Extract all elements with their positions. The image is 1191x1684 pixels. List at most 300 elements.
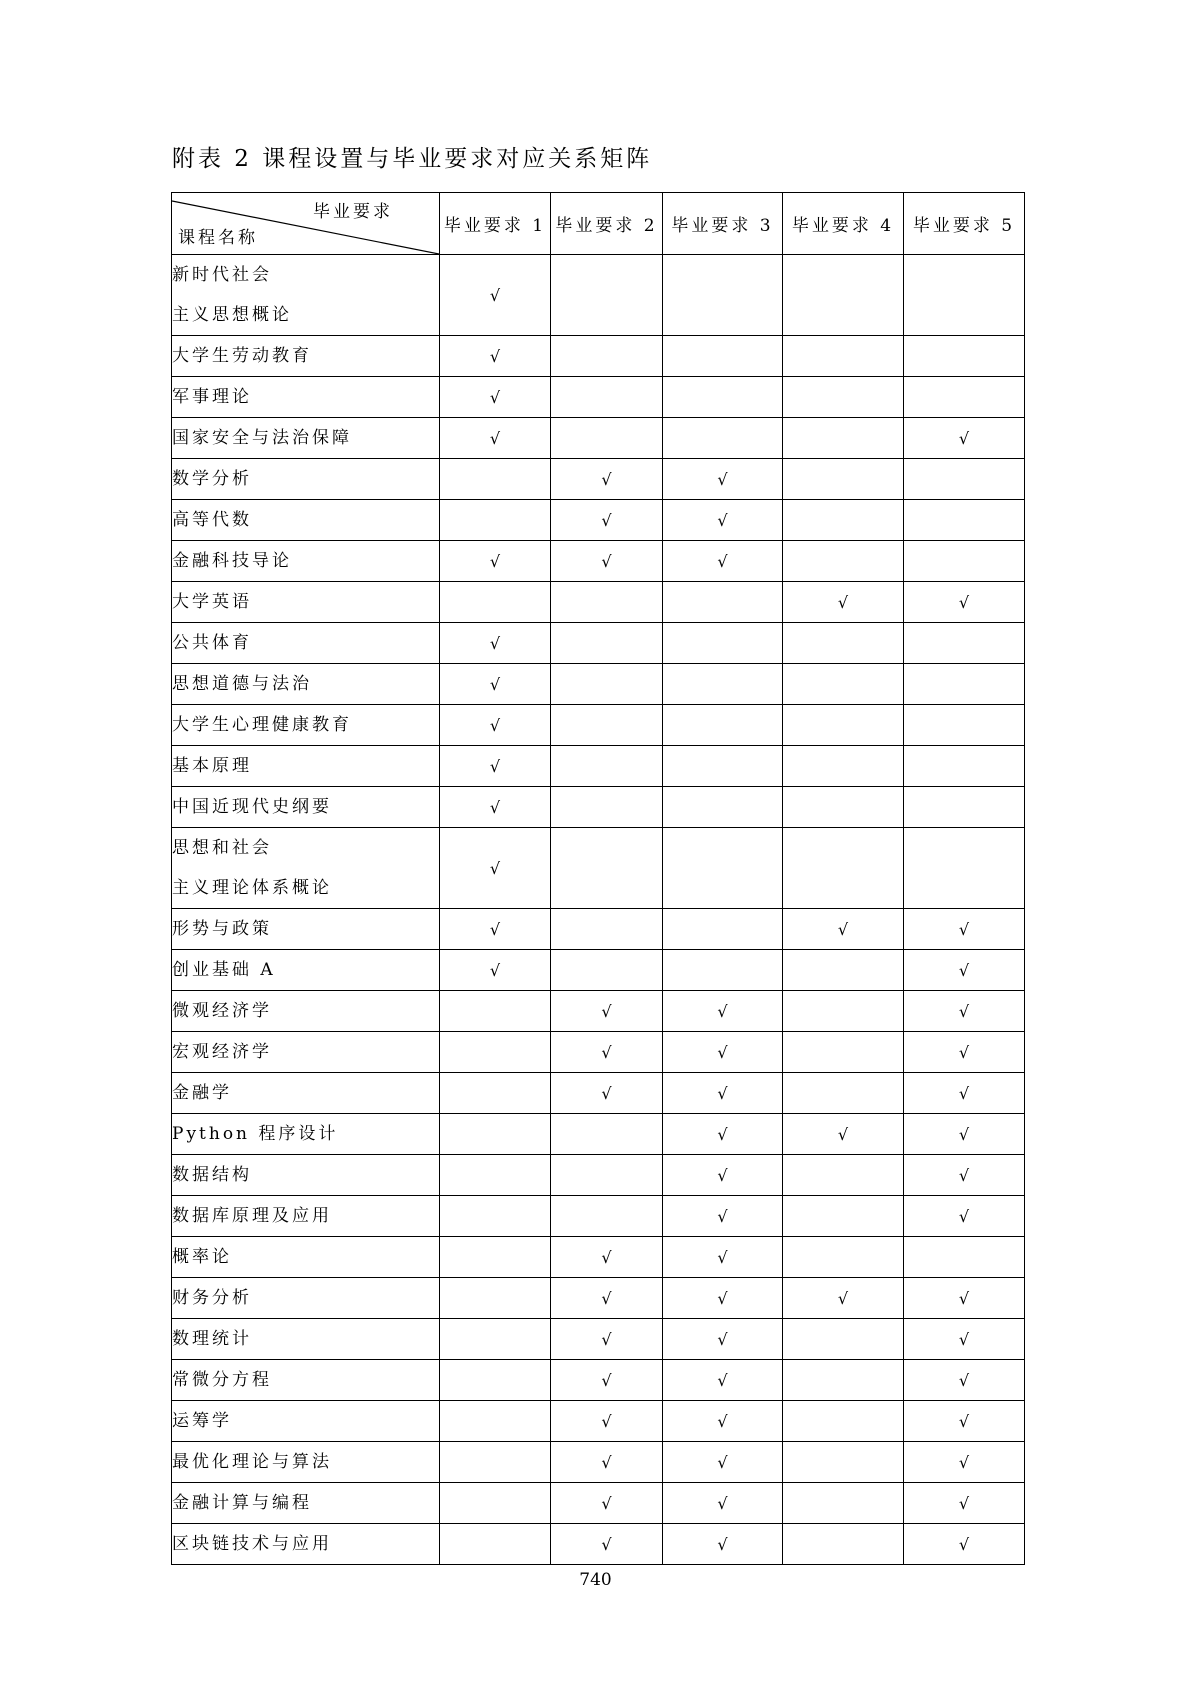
mark-cell-req-3	[663, 1483, 783, 1524]
mark-cell-req-2	[551, 828, 663, 909]
mark-cell-req-1	[440, 1524, 551, 1565]
course-name-cell	[172, 1360, 440, 1401]
check-mark-icon: √	[717, 1452, 728, 1472]
mark-cell-req-3	[663, 991, 783, 1032]
check-mark-icon: √	[717, 1165, 728, 1185]
mark-cell-req-1	[440, 1237, 551, 1278]
mark-cell-req-4	[783, 377, 904, 418]
course-name: 常微分方程	[172, 1370, 272, 1390]
mark-cell-req-4	[783, 459, 904, 500]
check-mark-icon: √	[958, 1370, 970, 1390]
course-name: 中国近现代史纲要	[172, 797, 332, 817]
course-name: 军事理论	[172, 387, 252, 407]
table-row	[172, 582, 1025, 623]
mark-cell-req-1	[440, 1483, 551, 1524]
mark-cell-req-2	[551, 1114, 663, 1155]
mark-cell-req-1	[440, 541, 551, 582]
mark-cell-req-3	[663, 746, 783, 787]
check-mark-icon: √	[717, 1534, 728, 1554]
check-mark-icon: √	[489, 919, 501, 939]
course-name: 高等代数	[172, 510, 252, 530]
check-mark-icon: √	[837, 1124, 849, 1144]
course-name: 数理统计	[172, 1329, 252, 1349]
mark-cell-req-1	[440, 664, 551, 705]
check-mark-icon: √	[717, 510, 728, 530]
mark-cell-req-1	[440, 255, 551, 336]
mark-cell-req-3	[663, 1155, 783, 1196]
mark-cell-req-4	[783, 1278, 904, 1319]
mark-cell-req-4	[783, 541, 904, 582]
mark-cell-req-1	[440, 705, 551, 746]
course-name: 概率论	[172, 1247, 232, 1267]
course-name: 基本原理	[172, 756, 252, 776]
mark-cell-req-1	[440, 459, 551, 500]
course-name: 微观经济学	[172, 1001, 272, 1021]
mark-cell-req-4	[783, 1401, 904, 1442]
course-name-cell	[172, 909, 440, 950]
mark-cell-req-2	[551, 1073, 663, 1114]
course-name-cell	[172, 705, 440, 746]
check-mark-icon: √	[601, 1042, 612, 1062]
check-mark-icon: √	[601, 469, 612, 489]
check-mark-icon: √	[601, 1411, 612, 1431]
course-name-cell	[172, 623, 440, 664]
mark-cell-req-4	[783, 787, 904, 828]
mark-cell-req-4	[783, 1483, 904, 1524]
course-name: 金融学	[172, 1083, 232, 1103]
header-row	[172, 193, 1025, 255]
mark-cell-req-1	[440, 1032, 551, 1073]
mark-cell-req-3	[663, 1442, 783, 1483]
mark-cell-req-4	[783, 705, 904, 746]
course-name-cell	[172, 582, 440, 623]
page-number: 740	[579, 1570, 612, 1590]
check-mark-icon: √	[717, 1493, 728, 1513]
mark-cell-req-5	[904, 459, 1025, 500]
check-mark-icon: √	[717, 1247, 728, 1267]
mark-cell-req-2	[551, 336, 663, 377]
check-mark-icon: √	[958, 1534, 970, 1554]
course-name-cell	[172, 1114, 440, 1155]
mark-cell-req-4	[783, 623, 904, 664]
column-header-req-2: 毕业要求 2	[551, 193, 663, 255]
mark-cell-req-2	[551, 991, 663, 1032]
table-row	[172, 500, 1025, 541]
check-mark-icon: √	[717, 1329, 728, 1349]
mark-cell-req-4	[783, 950, 904, 991]
course-name-cell	[172, 1155, 440, 1196]
corner-label-courses: 课程名称	[178, 228, 258, 248]
check-mark-icon: √	[489, 387, 501, 407]
mark-cell-req-2	[551, 459, 663, 500]
mark-cell-req-3	[663, 1032, 783, 1073]
mark-cell-req-1	[440, 1442, 551, 1483]
mark-cell-req-2	[551, 1524, 663, 1565]
mark-cell-req-4	[783, 1032, 904, 1073]
course-name: 国家安全与法治保障	[172, 428, 352, 448]
mark-cell-req-5	[904, 1114, 1025, 1155]
check-mark-icon: √	[489, 428, 501, 448]
course-name: 财务分析	[172, 1288, 252, 1308]
mark-cell-req-3	[663, 582, 783, 623]
mark-cell-req-1	[440, 1073, 551, 1114]
mark-cell-req-5	[904, 991, 1025, 1032]
table-row	[172, 1524, 1025, 1565]
course-name: 数据结构	[172, 1165, 252, 1185]
column-header-req-5: 毕业要求 5	[904, 193, 1025, 255]
table-row	[172, 1196, 1025, 1237]
mark-cell-req-5	[904, 418, 1025, 459]
course-name: 主义理论体系概论	[172, 878, 332, 898]
table-row	[172, 623, 1025, 664]
mark-cell-req-4	[783, 1237, 904, 1278]
mark-cell-req-5	[904, 255, 1025, 336]
check-mark-icon: √	[601, 551, 612, 571]
table-row	[172, 1360, 1025, 1401]
check-mark-icon: √	[958, 1001, 970, 1021]
mark-cell-req-2	[551, 377, 663, 418]
mark-cell-req-5	[904, 828, 1025, 909]
mark-cell-req-4	[783, 418, 904, 459]
table-row	[172, 377, 1025, 418]
mark-cell-req-5	[904, 1442, 1025, 1483]
check-mark-icon: √	[958, 428, 970, 448]
check-mark-icon: √	[717, 1370, 728, 1390]
check-mark-icon: √	[601, 1247, 612, 1267]
mark-cell-req-2	[551, 1401, 663, 1442]
mark-cell-req-1	[440, 909, 551, 950]
table-row	[172, 1278, 1025, 1319]
column-header-req-1: 毕业要求 1	[440, 193, 551, 255]
course-name: 大学生心理健康教育	[172, 715, 352, 735]
mark-cell-req-2	[551, 1196, 663, 1237]
mark-cell-req-1	[440, 582, 551, 623]
mark-cell-req-3	[663, 623, 783, 664]
check-mark-icon: √	[489, 633, 501, 653]
check-mark-icon: √	[958, 592, 970, 612]
check-mark-icon: √	[837, 919, 849, 939]
mark-cell-req-2	[551, 1237, 663, 1278]
course-name: 大学英语	[172, 592, 252, 612]
course-name-cell	[172, 1237, 440, 1278]
mark-cell-req-3	[663, 255, 783, 336]
table-row	[172, 1442, 1025, 1483]
table-row	[172, 991, 1025, 1032]
table-row	[172, 1401, 1025, 1442]
check-mark-icon: √	[489, 715, 501, 735]
mark-cell-req-2	[551, 255, 663, 336]
mark-cell-req-2	[551, 418, 663, 459]
mark-cell-req-3	[663, 705, 783, 746]
course-name: 大学生劳动教育	[172, 346, 312, 366]
mark-cell-req-3	[663, 336, 783, 377]
mark-cell-req-4	[783, 1155, 904, 1196]
mark-cell-req-3	[663, 950, 783, 991]
check-mark-icon: √	[958, 1452, 970, 1472]
course-name: 金融科技导论	[172, 551, 292, 571]
mark-cell-req-5	[904, 705, 1025, 746]
mark-cell-req-1	[440, 1196, 551, 1237]
mark-cell-req-4	[783, 664, 904, 705]
course-name-cell	[172, 828, 440, 909]
mark-cell-req-5	[904, 500, 1025, 541]
check-mark-icon: √	[958, 1493, 970, 1513]
check-mark-icon: √	[958, 1206, 970, 1226]
table-row	[172, 1073, 1025, 1114]
mark-cell-req-3	[663, 1360, 783, 1401]
check-mark-icon: √	[958, 960, 970, 980]
mark-cell-req-1	[440, 418, 551, 459]
mark-cell-req-2	[551, 1155, 663, 1196]
mark-cell-req-1	[440, 1319, 551, 1360]
table-row	[172, 418, 1025, 459]
check-mark-icon: √	[717, 1206, 728, 1226]
check-mark-icon: √	[717, 1288, 728, 1308]
course-name: 金融计算与编程	[172, 1493, 312, 1513]
mark-cell-req-5	[904, 1278, 1025, 1319]
mark-cell-req-2	[551, 1483, 663, 1524]
table-row	[172, 1319, 1025, 1360]
mark-cell-req-3	[663, 828, 783, 909]
check-mark-icon: √	[489, 797, 501, 817]
course-name: 思想道德与法治	[172, 674, 312, 694]
mark-cell-req-3	[663, 909, 783, 950]
mark-cell-req-3	[663, 1278, 783, 1319]
corner-label-requirements: 毕业要求	[313, 202, 393, 222]
table-row	[172, 950, 1025, 991]
mark-cell-req-5	[904, 1360, 1025, 1401]
mark-cell-req-1	[440, 336, 551, 377]
course-name: 宏观经济学	[172, 1042, 272, 1062]
course-name-cell	[172, 1278, 440, 1319]
course-name: 数学分析	[172, 469, 252, 489]
course-name-cell	[172, 255, 440, 336]
mark-cell-req-5	[904, 1237, 1025, 1278]
mark-cell-req-1	[440, 377, 551, 418]
mark-cell-req-4	[783, 909, 904, 950]
table-row	[172, 705, 1025, 746]
check-mark-icon: √	[717, 469, 728, 489]
check-mark-icon: √	[601, 1001, 612, 1021]
mark-cell-req-2	[551, 664, 663, 705]
course-name-cell	[172, 664, 440, 705]
mark-cell-req-2	[551, 1442, 663, 1483]
mark-cell-req-2	[551, 787, 663, 828]
mark-cell-req-4	[783, 1319, 904, 1360]
table-row	[172, 664, 1025, 705]
mark-cell-req-1	[440, 950, 551, 991]
check-mark-icon: √	[837, 592, 849, 612]
mark-cell-req-2	[551, 950, 663, 991]
column-header-req-3: 毕业要求 3	[663, 193, 783, 255]
mark-cell-req-4	[783, 336, 904, 377]
mark-cell-req-4	[783, 991, 904, 1032]
mark-cell-req-1	[440, 1360, 551, 1401]
mark-cell-req-1	[440, 500, 551, 541]
course-name: 主义思想概论	[172, 305, 292, 325]
check-mark-icon: √	[489, 858, 501, 878]
table-row	[172, 828, 1025, 909]
mark-cell-req-5	[904, 1032, 1025, 1073]
course-name: 公共体育	[172, 633, 252, 653]
mark-cell-req-5	[904, 664, 1025, 705]
mark-cell-req-4	[783, 746, 904, 787]
check-mark-icon: √	[601, 1370, 612, 1390]
mark-cell-req-3	[663, 1196, 783, 1237]
table-row	[172, 459, 1025, 500]
mark-cell-req-3	[663, 377, 783, 418]
table-row	[172, 1032, 1025, 1073]
course-name-cell	[172, 418, 440, 459]
diagonal-header-cell	[172, 193, 440, 255]
course-name-cell	[172, 1032, 440, 1073]
check-mark-icon: √	[601, 1083, 612, 1103]
mark-cell-req-3	[663, 1073, 783, 1114]
course-name-cell	[172, 787, 440, 828]
course-name: 新时代社会	[172, 265, 272, 285]
check-mark-icon: √	[958, 1165, 970, 1185]
course-name-cell	[172, 500, 440, 541]
course-name-cell	[172, 459, 440, 500]
mark-cell-req-2	[551, 746, 663, 787]
check-mark-icon: √	[958, 1329, 970, 1349]
mark-cell-req-4	[783, 1073, 904, 1114]
course-name-cell	[172, 377, 440, 418]
check-mark-icon: √	[958, 1124, 970, 1144]
mark-cell-req-3	[663, 664, 783, 705]
course-name-cell	[172, 1483, 440, 1524]
table-row	[172, 909, 1025, 950]
course-name: 区块链技术与应用	[172, 1534, 332, 1554]
mark-cell-req-2	[551, 582, 663, 623]
mark-cell-req-2	[551, 1360, 663, 1401]
mark-cell-req-1	[440, 1114, 551, 1155]
mark-cell-req-1	[440, 828, 551, 909]
table-row	[172, 746, 1025, 787]
check-mark-icon: √	[717, 551, 728, 571]
mark-cell-req-2	[551, 1032, 663, 1073]
check-mark-icon: √	[601, 1493, 612, 1513]
mark-cell-req-5	[904, 1196, 1025, 1237]
course-name: 最优化理论与算法	[172, 1452, 332, 1472]
mark-cell-req-5	[904, 1155, 1025, 1196]
mark-cell-req-4	[783, 1524, 904, 1565]
mark-cell-req-1	[440, 623, 551, 664]
course-name-cell	[172, 746, 440, 787]
course-requirement-matrix	[171, 192, 1025, 1565]
course-name: 形势与政策	[172, 919, 272, 939]
mark-cell-req-5	[904, 787, 1025, 828]
mark-cell-req-3	[663, 1237, 783, 1278]
table-row	[172, 787, 1025, 828]
mark-cell-req-1	[440, 746, 551, 787]
mark-cell-req-3	[663, 1524, 783, 1565]
course-name-cell	[172, 1073, 440, 1114]
mark-cell-req-5	[904, 909, 1025, 950]
course-name: 数据库原理及应用	[172, 1206, 332, 1226]
mark-cell-req-4	[783, 1114, 904, 1155]
mark-cell-req-5	[904, 1483, 1025, 1524]
course-name-cell	[172, 1401, 440, 1442]
mark-cell-req-5	[904, 1073, 1025, 1114]
table-row	[172, 336, 1025, 377]
table-row	[172, 1483, 1025, 1524]
check-mark-icon: √	[489, 285, 501, 305]
mark-cell-req-5	[904, 746, 1025, 787]
course-name-cell	[172, 1319, 440, 1360]
check-mark-icon: √	[489, 551, 501, 571]
check-mark-icon: √	[489, 960, 501, 980]
mark-cell-req-3	[663, 787, 783, 828]
check-mark-icon: √	[717, 1411, 728, 1431]
mark-cell-req-5	[904, 1524, 1025, 1565]
check-mark-icon: √	[601, 510, 612, 530]
mark-cell-req-4	[783, 500, 904, 541]
column-header-req-4: 毕业要求 4	[783, 193, 904, 255]
page-title: 附表 2 课程设置与毕业要求对应关系矩阵	[172, 146, 653, 172]
mark-cell-req-2	[551, 705, 663, 746]
mark-cell-req-4	[783, 1196, 904, 1237]
table-row	[172, 541, 1025, 582]
mark-cell-req-5	[904, 950, 1025, 991]
matrix-body	[172, 255, 1025, 1565]
course-name: 创业基础 A	[172, 960, 276, 980]
check-mark-icon: √	[489, 756, 501, 776]
mark-cell-req-4	[783, 582, 904, 623]
check-mark-icon: √	[717, 1124, 728, 1144]
table-row	[172, 1155, 1025, 1196]
check-mark-icon: √	[717, 1001, 728, 1021]
course-name-cell	[172, 1524, 440, 1565]
mark-cell-req-5	[904, 1401, 1025, 1442]
course-name-cell	[172, 1196, 440, 1237]
table-row	[172, 1114, 1025, 1155]
course-name-cell	[172, 1442, 440, 1483]
mark-cell-req-2	[551, 500, 663, 541]
mark-cell-req-2	[551, 1278, 663, 1319]
mark-cell-req-3	[663, 500, 783, 541]
mark-cell-req-3	[663, 1401, 783, 1442]
mark-cell-req-5	[904, 336, 1025, 377]
check-mark-icon: √	[837, 1288, 849, 1308]
mark-cell-req-5	[904, 541, 1025, 582]
course-name: 思想和社会	[172, 838, 272, 858]
course-name: Python 程序设计	[172, 1124, 339, 1144]
mark-cell-req-2	[551, 909, 663, 950]
check-mark-icon: √	[717, 1042, 728, 1062]
mark-cell-req-4	[783, 828, 904, 909]
course-name: 运筹学	[172, 1411, 232, 1431]
mark-cell-req-4	[783, 1442, 904, 1483]
check-mark-icon: √	[958, 1411, 970, 1431]
table-row	[172, 255, 1025, 336]
mark-cell-req-2	[551, 623, 663, 664]
check-mark-icon: √	[958, 1042, 970, 1062]
mark-cell-req-5	[904, 1319, 1025, 1360]
check-mark-icon: √	[601, 1534, 612, 1554]
mark-cell-req-2	[551, 541, 663, 582]
check-mark-icon: √	[489, 346, 501, 366]
check-mark-icon: √	[601, 1329, 612, 1349]
course-name-cell	[172, 541, 440, 582]
mark-cell-req-3	[663, 541, 783, 582]
mark-cell-req-3	[663, 1114, 783, 1155]
check-mark-icon: √	[958, 1288, 970, 1308]
mark-cell-req-5	[904, 582, 1025, 623]
mark-cell-req-5	[904, 623, 1025, 664]
mark-cell-req-4	[783, 255, 904, 336]
check-mark-icon: √	[601, 1288, 612, 1308]
